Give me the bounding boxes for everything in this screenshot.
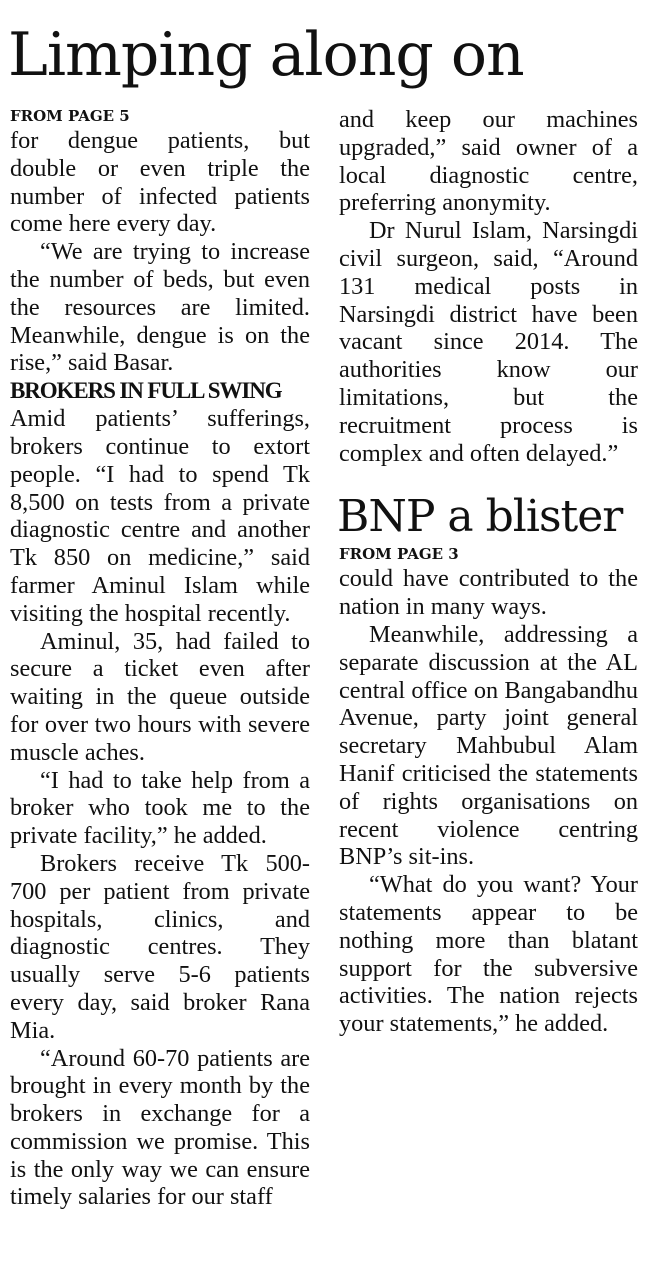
- continuation-kicker: FROM PAGE 5: [10, 107, 130, 125]
- paragraph: Aminul, 35, had failed to secure a ticket even after waiting in the queue outside for over two hours with severe muscle aches.: [10, 627, 310, 766]
- paragraph: for dengue patients, but double or even triple the number of infected patients come here every day.: [10, 127, 310, 238]
- second-story-kicker: FROM PAGE 3: [339, 545, 459, 564]
- second-story-headline: BNP a blister: [337, 491, 623, 543]
- paragraph: “Around 60-70 patients are brought in every month by the brokers in exchange for a commission we promise. This is the only way we can ensure timely salaries for our staff: [10, 1044, 310, 1211]
- right-column: [339, 106, 638, 1038]
- paragraph: “What do you want? Your statements appear to be nothing more than blatant support for the subversive activities. The nation rejects your statements,” he added.: [339, 871, 638, 1038]
- paragraph: “I had to take help from a broker who took me to the private facility,” he added.: [10, 766, 310, 850]
- left-column: [10, 105, 310, 1211]
- story-headline: Limping along on: [8, 20, 524, 90]
- section-subhead: BROKERS IN FULL SWING: [10, 378, 282, 404]
- paragraph: could have contributed to the nation in many ways.: [339, 565, 638, 621]
- paragraph: Brokers receive Tk 500-700 per patient from private hospitals, clinics, and diagnostic centres. They usually serve 5-6 patients every day, said broker Rana Mia.: [10, 849, 310, 1044]
- paragraph: Meanwhile, addressing a separate discussion at the AL central office on Bangabandhu Avenue, party joint general secretary Mahbubul Alam Hanif criticised the statements of rights organisations on recent violence centring BNP’s sit-ins.: [339, 620, 638, 871]
- paragraph: “We are trying to increase the number of beds, but even the resources are limited. Meanwhile, dengue is on the rise,” said Basar.: [10, 238, 310, 377]
- paragraph: Amid patients’ sufferings, brokers continue to extort people. “I had to spend Tk 8,500 on tests from a private diagnostic centre and another Tk 850 on medicine,” said farmer Aminul Islam while visiting the hospital recently.: [10, 405, 310, 627]
- paragraph: Dr Nurul Islam, Narsingdi civil surgeon, said, “Around 131 medical posts in Narsingdi district have been vacant since 2014. The authorities know our limitations, but the recruitment process is complex and often delayed.”: [339, 217, 638, 467]
- paragraph: and keep our machines upgraded,” said owner of a local diagnostic centre, preferring anonymity.: [339, 106, 638, 217]
